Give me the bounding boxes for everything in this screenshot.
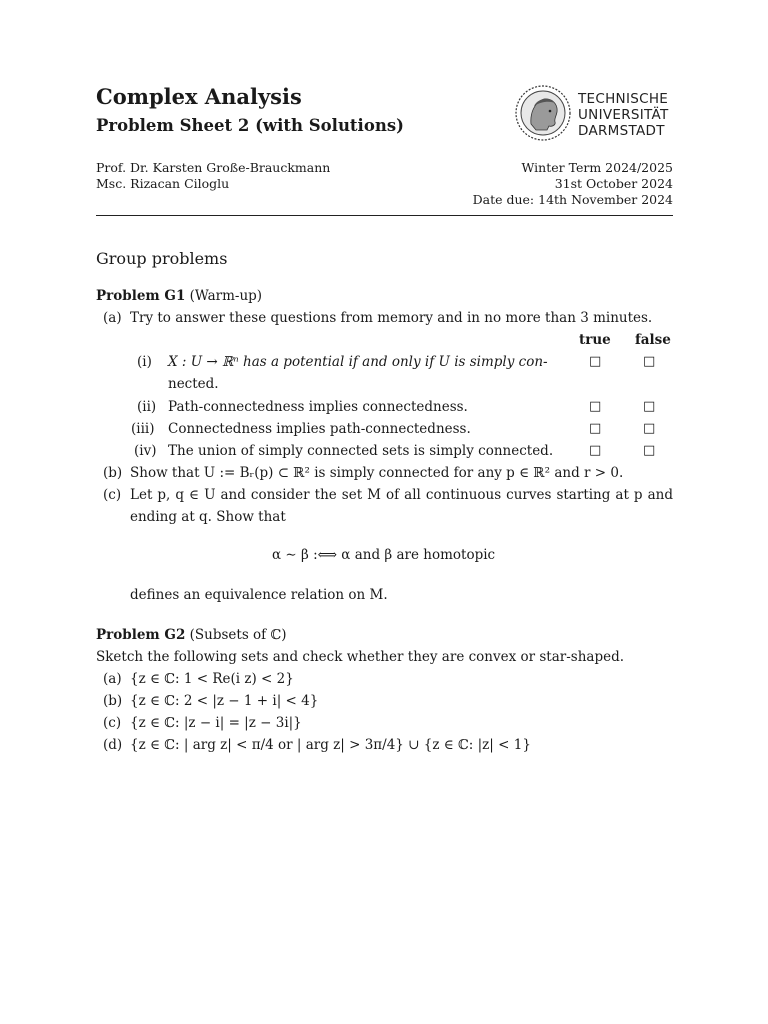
g1-item-label: (iv)	[134, 443, 157, 459]
g2-intro: Sketch the following sets and check whether they are convex or star-shaped.	[96, 649, 625, 665]
checkbox-false-iv[interactable]: □	[643, 443, 656, 458]
athena-head-icon	[514, 84, 572, 142]
g2-item-text: {z ∈ ℂ: |z − i| = |z − 3i|}	[130, 715, 302, 731]
header-divider	[96, 215, 673, 216]
g1-a-label: (a)	[103, 310, 122, 326]
g1-item-text: X : U → ℝⁿ has a potential if and only if U is simply con-	[168, 354, 548, 370]
column-true: true	[579, 332, 611, 348]
logo-line-2: UNIVERSITÄT	[578, 107, 669, 123]
g2-item-label: (b)	[103, 693, 123, 709]
document-subtitle: Problem Sheet 2 (with Solutions)	[96, 116, 404, 135]
problem-g1-heading	[96, 285, 262, 307]
logo-line-1: TECHNISCHE	[578, 91, 669, 107]
g1-c-text: Let p, q ∈ U and consider the set M of all continuous curves starting at p and	[130, 487, 673, 503]
checkbox-false-i[interactable]: □	[643, 354, 656, 369]
g2-item-label: (d)	[103, 737, 123, 753]
author-2: Msc. Rizacan Ciloglu	[96, 176, 230, 191]
g1-item-label: (iii)	[131, 421, 155, 437]
checkbox-true-iii[interactable]: □	[589, 421, 602, 436]
checkbox-true-ii[interactable]: □	[589, 399, 602, 414]
g1-c-after: defines an equivalence relation on M.	[130, 587, 388, 603]
problem-g2-heading	[96, 624, 286, 646]
document-title: Complex Analysis	[96, 84, 302, 109]
problem-g2-name: Problem G2	[96, 627, 186, 643]
checkbox-true-iv[interactable]: □	[589, 443, 602, 458]
section-title: Group problems	[96, 249, 228, 268]
column-false: false	[635, 332, 671, 348]
g1-a-text: Try to answer these questions from memory and in no more than 3 minutes.	[130, 310, 653, 326]
author-1: Prof. Dr. Karsten Große-Brauckmann	[96, 160, 331, 175]
problem-g1-name: Problem G1	[96, 288, 186, 304]
problem-g2-topic: (Subsets of ℂ)	[189, 627, 287, 643]
g2-item-text: {z ∈ ℂ: 2 < |z − 1 + i| < 4}	[130, 693, 319, 709]
checkbox-false-ii[interactable]: □	[643, 399, 656, 414]
g1-c-formula: α ∼ β :⟺ α and β are homotopic	[272, 547, 496, 563]
due-date: Date due: 14th November 2024	[472, 192, 673, 207]
g1-item-text: The union of simply connected sets is simply connected.	[168, 443, 554, 459]
logo-line-3: DARMSTADT	[578, 123, 665, 139]
issue-date: 31st October 2024	[554, 176, 673, 191]
g2-item-text: {z ∈ ℂ: 1 < Re(i z) < 2}	[130, 671, 294, 687]
checkbox-true-i[interactable]: □	[589, 354, 602, 369]
term: Winter Term 2024/2025	[521, 160, 673, 175]
g1-item-text: Path-connectedness implies connectedness.	[168, 399, 468, 415]
g2-item-label: (a)	[103, 671, 122, 687]
university-logo	[514, 84, 674, 142]
g2-item-text: {z ∈ ℂ: | arg z| < π/4 or | arg z| > 3π/4} ∪ {z ∈ ℂ: |z| < 1}	[130, 737, 531, 753]
checkbox-false-iii[interactable]: □	[643, 421, 656, 436]
g1-c-label: (c)	[103, 487, 122, 503]
problem-g1-topic: (Warm-up)	[189, 288, 263, 304]
g2-item-label: (c)	[103, 715, 122, 731]
g1-c-text-cont: ending at q. Show that	[130, 509, 286, 525]
g1-item-label: (i)	[137, 354, 152, 370]
g1-b-label: (b)	[103, 465, 123, 481]
g1-item-text-cont: nected.	[168, 376, 219, 392]
g1-b-text: Show that U := Bᵣ(p) ⊂ ℝ² is simply connected for any p ∈ ℝ² and r > 0.	[130, 465, 624, 481]
g1-item-text: Connectedness implies path-connectedness.	[168, 421, 471, 437]
g1-item-label: (ii)	[137, 399, 157, 415]
